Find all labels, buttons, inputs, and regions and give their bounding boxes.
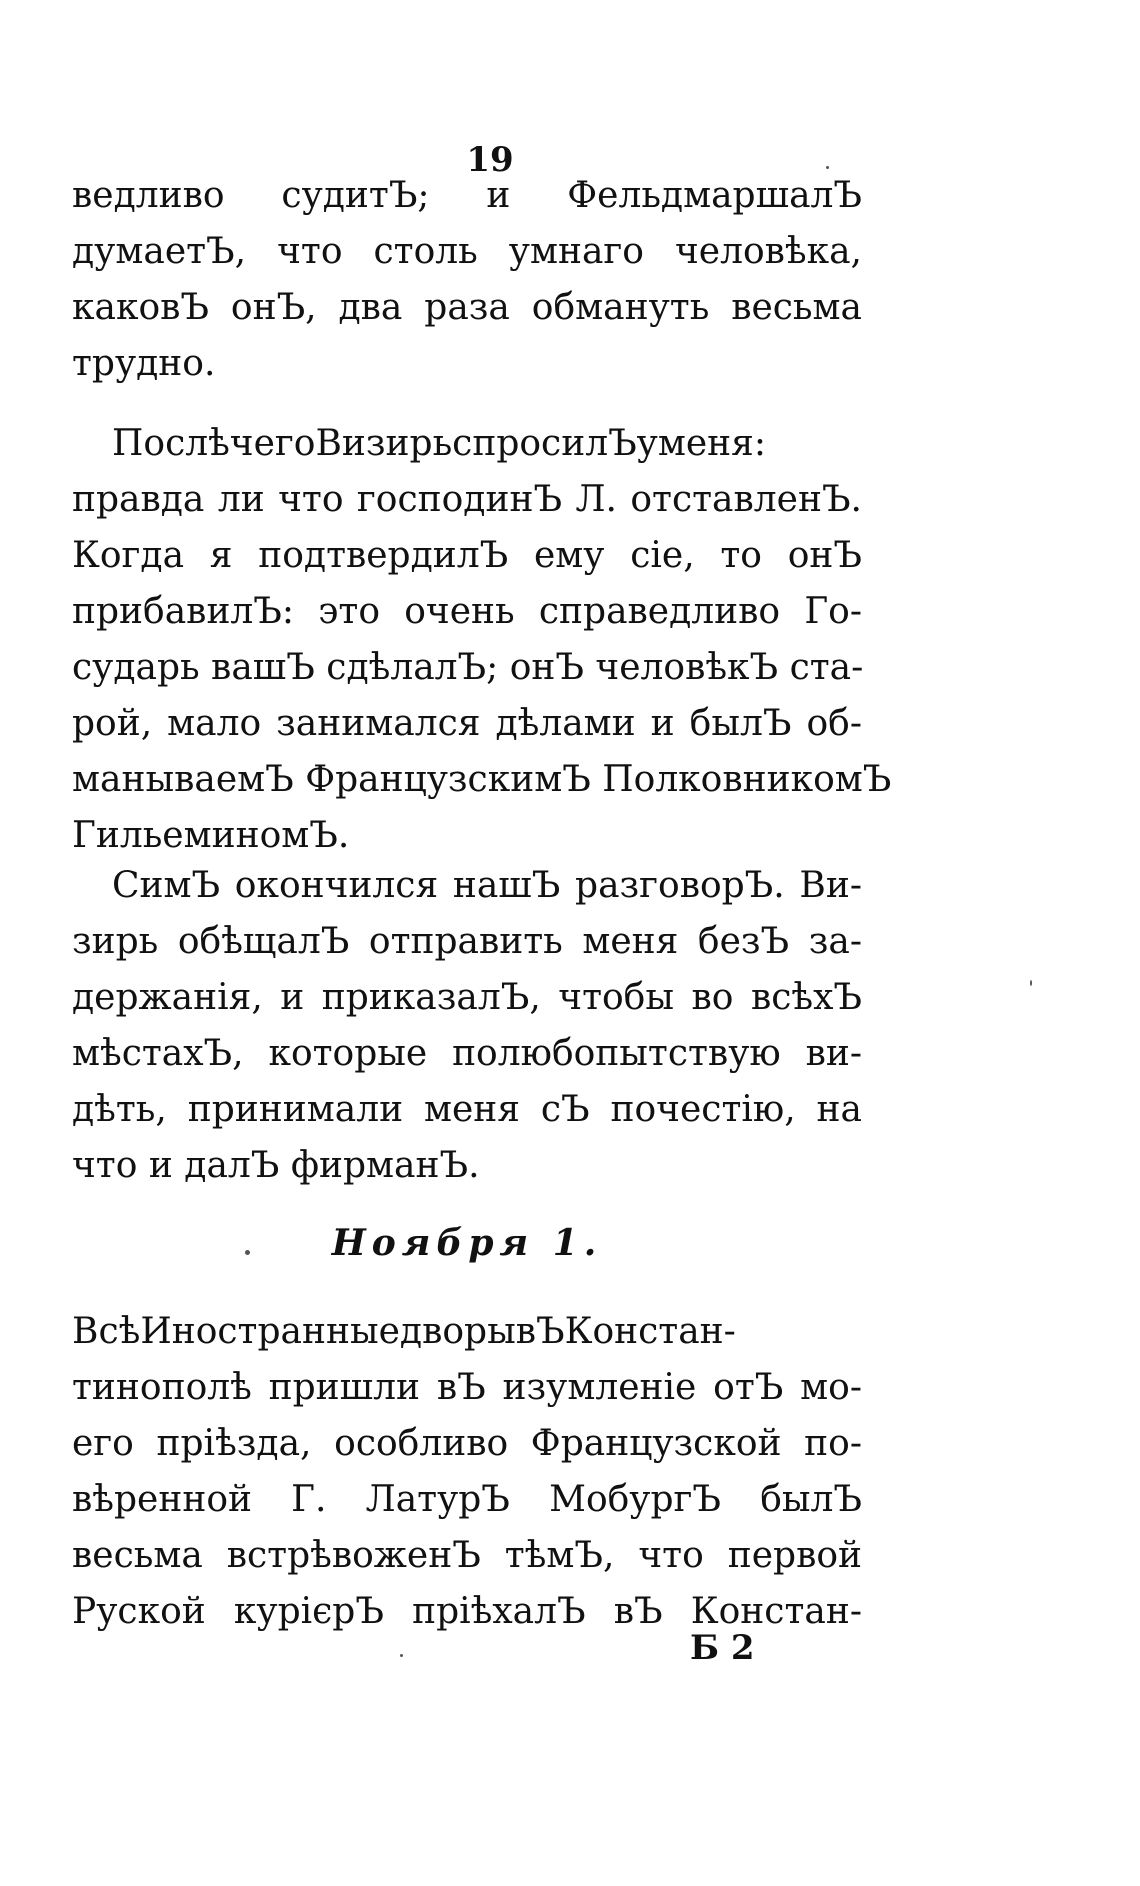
text-line: мѣстахЪ, которые полюбопытствую ви- xyxy=(72,1033,862,1074)
text-line: ПослѣчегоВизирьспросилЪуменя: xyxy=(112,423,766,464)
paragraph-3 xyxy=(72,858,862,1194)
text-line: манываемЪ ФранцузскимЪ ПолковникомЪ xyxy=(72,759,892,800)
paragraph-1 xyxy=(72,168,862,392)
paragraph-2 xyxy=(72,416,892,864)
text-line: что и далЪ фирманЪ. xyxy=(72,1145,480,1186)
date-heading: Ноября 1. xyxy=(331,1222,603,1264)
page-number: 19 xyxy=(466,140,514,180)
text-line: его пріѣзда, особливо Французской по- xyxy=(72,1423,862,1464)
text-line: Когда я подтвердилЪ ему сіе, то онЪ xyxy=(72,535,862,576)
print-speck xyxy=(826,166,829,169)
text-line: трудно. xyxy=(72,343,216,384)
text-line: Руской курієрЪ пріѣхалЪ вЪ Констан- xyxy=(72,1591,862,1632)
text-line: дѣть, принимали меня сЪ почестію, на xyxy=(72,1089,862,1130)
text-line: тинополѣ пришли вЪ изумленіе отЪ мо- xyxy=(72,1367,862,1408)
text-line: вѣренной Г. ЛатурЪ МобургЪ былЪ xyxy=(72,1479,862,1520)
text-line: зирь обѣщалЪ отправить меня безЪ за- xyxy=(72,921,862,962)
text-line: рой, мало занимался дѣлами и былЪ об- xyxy=(72,703,862,744)
text-line: прибавилЪ: это очень справедливо Го- xyxy=(72,591,862,632)
text-line: держанія, и приказалЪ, чтобы во всѣхЪ xyxy=(72,977,862,1018)
text-line: сударь вашЪ сдѣлалЪ; онЪ человѣкЪ ста- xyxy=(72,647,864,688)
text-line: ВсѣИностранныедворывЪКонстан- xyxy=(72,1311,736,1352)
text-line: ГильеминомЪ. xyxy=(72,815,350,856)
text-line: СимЪ окончился нашЪ разговорЪ. Ви- xyxy=(112,865,862,906)
text-line: правда ли что господинЪ Л. отставленЪ. xyxy=(72,479,862,520)
text-line: думаетЪ, что столь умнаго человѣка, xyxy=(72,231,862,272)
text-line: весьма встрѣвоженЪ тѣмЪ, что первой xyxy=(72,1535,862,1576)
paragraph-4 xyxy=(72,1304,862,1640)
print-speck xyxy=(245,1250,250,1255)
text-line: каковЪ онЪ, два раза обмануть весьма xyxy=(72,287,862,328)
print-speck xyxy=(400,1654,403,1657)
print-speck xyxy=(1030,980,1032,986)
text-line: ведливо судитЪ; и ФельдмаршалЪ xyxy=(72,175,862,216)
signature-mark: Б 2 xyxy=(690,1628,755,1668)
